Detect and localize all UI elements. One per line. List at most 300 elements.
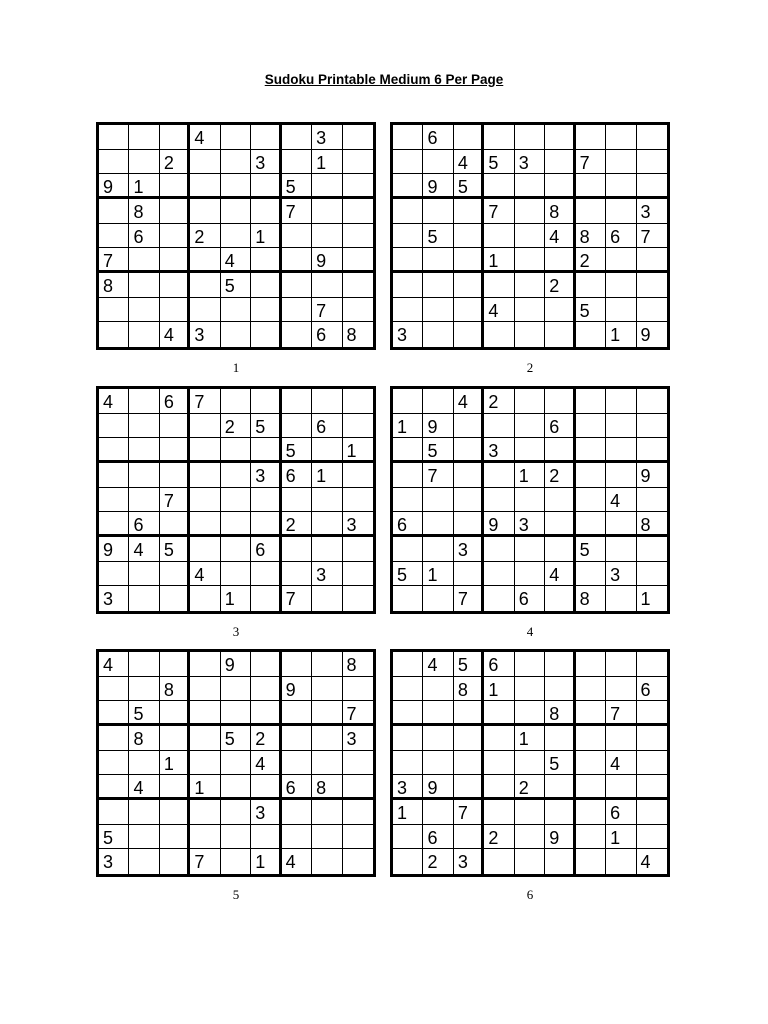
sudoku-cell: 4 bbox=[454, 389, 484, 414]
sudoku-cell bbox=[343, 414, 373, 439]
sudoku-cell: 9 bbox=[545, 825, 575, 850]
sudoku-cell bbox=[343, 389, 373, 414]
sudoku-cell bbox=[515, 701, 545, 726]
sudoku-cell bbox=[606, 273, 636, 298]
sudoku-cell: 2 bbox=[484, 389, 514, 414]
sudoku-cell bbox=[393, 248, 423, 273]
sudoku-cell: 5 bbox=[221, 273, 251, 298]
sudoku-cell bbox=[393, 586, 423, 611]
sudoku-cell bbox=[606, 726, 636, 751]
sudoku-cell bbox=[545, 298, 575, 323]
sudoku-cell: 1 bbox=[251, 224, 281, 249]
sudoku-cell: 1 bbox=[190, 775, 220, 800]
puzzle-number: 2 bbox=[526, 360, 534, 375]
sudoku-cell: 9 bbox=[282, 677, 312, 702]
sudoku-cell bbox=[343, 488, 373, 513]
sudoku-cell bbox=[312, 701, 342, 726]
sudoku-cell bbox=[99, 125, 129, 150]
sudoku-cell bbox=[160, 414, 190, 439]
sudoku-cell bbox=[515, 174, 545, 199]
sudoku-cell bbox=[129, 825, 159, 850]
sudoku-cell bbox=[99, 488, 129, 513]
sudoku-cell: 1 bbox=[312, 150, 342, 175]
sudoku-cell bbox=[515, 298, 545, 323]
sudoku-cell bbox=[251, 825, 281, 850]
sudoku-cell bbox=[282, 298, 312, 323]
sudoku-cell bbox=[282, 652, 312, 677]
sudoku-cell bbox=[99, 414, 129, 439]
sudoku-cell: 3 bbox=[637, 199, 667, 224]
sudoku-cell bbox=[343, 463, 373, 488]
sudoku-cell: 5 bbox=[99, 825, 129, 850]
sudoku-cell bbox=[606, 389, 636, 414]
sudoku-cell bbox=[129, 463, 159, 488]
sudoku-cell bbox=[576, 701, 606, 726]
sudoku-cell bbox=[221, 849, 251, 874]
sudoku-cell: 6 bbox=[423, 825, 453, 850]
sudoku-cell bbox=[545, 150, 575, 175]
sudoku-cell bbox=[545, 389, 575, 414]
sudoku-cell bbox=[423, 389, 453, 414]
sudoku-cell bbox=[515, 800, 545, 825]
sudoku-cell: 2 bbox=[576, 248, 606, 273]
sudoku-cell bbox=[221, 825, 251, 850]
sudoku-cell bbox=[190, 586, 220, 611]
sudoku-cell bbox=[251, 389, 281, 414]
sudoku-cell: 5 bbox=[251, 414, 281, 439]
sudoku-cell: 8 bbox=[346, 325, 357, 346]
sudoku-cell bbox=[637, 438, 667, 463]
sudoku-cell bbox=[343, 273, 373, 298]
sudoku-cell bbox=[637, 537, 667, 562]
sudoku-cell bbox=[576, 800, 606, 825]
sudoku-cell bbox=[190, 537, 220, 562]
sudoku-cell bbox=[454, 512, 484, 537]
sudoku-cell bbox=[221, 322, 251, 347]
sudoku-cell bbox=[343, 825, 373, 850]
sudoku-cell: 2 bbox=[221, 414, 251, 439]
sudoku-cell: 5 bbox=[454, 652, 484, 677]
sudoku-cell bbox=[515, 389, 545, 414]
sudoku-cell bbox=[160, 438, 190, 463]
page-title bbox=[0, 72, 768, 87]
sudoku-cell: 8 bbox=[160, 677, 190, 702]
sudoku-cell bbox=[160, 701, 190, 726]
sudoku-cell bbox=[545, 537, 575, 562]
sudoku-cell: 3 bbox=[99, 586, 129, 611]
sudoku-cell: 2 bbox=[423, 849, 453, 874]
sudoku-cell bbox=[484, 586, 514, 611]
sudoku-puzzle-4 bbox=[390, 386, 670, 639]
sudoku-cell bbox=[545, 438, 575, 463]
sudoku-cell bbox=[393, 652, 423, 677]
sudoku-cell bbox=[393, 298, 423, 323]
sudoku-cell: 7 bbox=[99, 248, 129, 273]
sudoku-cell bbox=[545, 322, 575, 347]
sudoku-cell bbox=[484, 751, 514, 776]
sudoku-grid bbox=[96, 122, 376, 350]
sudoku-cell: 5 bbox=[160, 537, 190, 562]
sudoku-cell: 4 bbox=[484, 298, 514, 323]
sudoku-cell bbox=[221, 150, 251, 175]
sudoku-cell bbox=[515, 825, 545, 850]
sudoku-cell: 3 bbox=[515, 512, 545, 537]
sudoku-cell bbox=[160, 174, 190, 199]
sudoku-cell bbox=[282, 322, 312, 347]
sudoku-cell: 6 bbox=[251, 537, 281, 562]
sudoku-cell bbox=[251, 322, 281, 347]
sudoku-cell bbox=[190, 414, 220, 439]
sudoku-cell bbox=[606, 537, 636, 562]
sudoku-cell bbox=[221, 125, 251, 150]
sudoku-cell bbox=[190, 273, 220, 298]
sudoku-cell bbox=[393, 389, 423, 414]
sudoku-cell bbox=[454, 414, 484, 439]
sudoku-cell bbox=[423, 677, 453, 702]
sudoku-cell bbox=[393, 125, 423, 150]
sudoku-cell bbox=[484, 775, 514, 800]
sudoku-cell bbox=[190, 800, 220, 825]
sudoku-cell bbox=[160, 125, 190, 150]
sudoku-cell bbox=[576, 174, 606, 199]
sudoku-cell bbox=[515, 677, 545, 702]
sudoku-cell bbox=[423, 199, 453, 224]
sudoku-cell bbox=[515, 849, 545, 874]
sudoku-cell bbox=[637, 825, 667, 850]
sudoku-cell: 1 bbox=[423, 562, 453, 587]
sudoku-cell: 8 bbox=[312, 775, 342, 800]
sudoku-cell bbox=[190, 438, 220, 463]
sudoku-cell bbox=[251, 438, 281, 463]
sudoku-cell: 9 bbox=[640, 325, 651, 346]
sudoku-cell bbox=[99, 800, 129, 825]
sudoku-cell bbox=[423, 701, 453, 726]
sudoku-cell: 1 bbox=[160, 751, 190, 776]
sudoku-cell: 3 bbox=[251, 150, 281, 175]
sudoku-cell bbox=[454, 438, 484, 463]
sudoku-cell bbox=[606, 438, 636, 463]
sudoku-cell bbox=[637, 775, 667, 800]
sudoku-grid bbox=[390, 122, 670, 350]
sudoku-cell: 9 bbox=[99, 174, 129, 199]
sudoku-cell: 5 bbox=[484, 150, 514, 175]
sudoku-cell bbox=[251, 562, 281, 587]
sudoku-cell bbox=[312, 512, 342, 537]
sudoku-cell bbox=[515, 248, 545, 273]
sudoku-cell: 6 bbox=[282, 775, 312, 800]
sudoku-cell bbox=[637, 751, 667, 776]
sudoku-cell bbox=[282, 248, 312, 273]
sudoku-cell bbox=[99, 751, 129, 776]
sudoku-cell bbox=[343, 537, 373, 562]
sudoku-cell bbox=[251, 677, 281, 702]
sudoku-cell bbox=[160, 248, 190, 273]
sudoku-cell bbox=[576, 322, 606, 347]
sudoku-cell bbox=[129, 248, 159, 273]
sudoku-cell bbox=[576, 562, 606, 587]
sudoku-cell bbox=[221, 438, 251, 463]
sudoku-cell bbox=[454, 463, 484, 488]
sudoku-cell bbox=[606, 298, 636, 323]
sudoku-cell bbox=[637, 298, 667, 323]
sudoku-cell: 1 bbox=[251, 849, 281, 874]
sudoku-cell: 6 bbox=[606, 800, 636, 825]
sudoku-cell bbox=[423, 248, 453, 273]
sudoku-cell bbox=[99, 775, 129, 800]
sudoku-cell bbox=[393, 677, 423, 702]
sudoku-cell: 6 bbox=[515, 586, 545, 611]
sudoku-cell: 4 bbox=[606, 751, 636, 776]
sudoku-cell bbox=[515, 488, 545, 513]
sudoku-cell bbox=[576, 751, 606, 776]
sudoku-cell bbox=[160, 298, 190, 323]
sudoku-cell bbox=[343, 298, 373, 323]
sudoku-cell: 1 bbox=[606, 322, 636, 347]
sudoku-cell bbox=[221, 512, 251, 537]
sudoku-cell bbox=[312, 586, 342, 611]
sudoku-cell bbox=[221, 751, 251, 776]
sudoku-cell bbox=[606, 150, 636, 175]
sudoku-cell: 3 bbox=[190, 322, 220, 347]
sudoku-cell bbox=[312, 199, 342, 224]
sudoku-cell bbox=[282, 751, 312, 776]
sudoku-cell bbox=[190, 150, 220, 175]
sudoku-cell bbox=[606, 512, 636, 537]
sudoku-cell bbox=[343, 677, 373, 702]
sudoku-cell bbox=[251, 652, 281, 677]
sudoku-cell bbox=[282, 800, 312, 825]
sudoku-cell bbox=[576, 199, 606, 224]
sudoku-cell bbox=[423, 322, 453, 347]
sudoku-cell bbox=[454, 488, 484, 513]
sudoku-cell bbox=[545, 775, 575, 800]
sudoku-cell bbox=[484, 414, 514, 439]
sudoku-cell bbox=[515, 562, 545, 587]
sudoku-cell bbox=[393, 438, 423, 463]
sudoku-cell bbox=[484, 174, 514, 199]
sudoku-cell bbox=[251, 488, 281, 513]
sudoku-cell bbox=[312, 389, 342, 414]
sudoku-cell bbox=[190, 652, 220, 677]
sudoku-cell bbox=[393, 488, 423, 513]
sudoku-cell bbox=[99, 562, 129, 587]
sudoku-cell: 4 bbox=[454, 150, 484, 175]
sudoku-cell bbox=[393, 273, 423, 298]
sudoku-cell: 3 bbox=[393, 775, 423, 800]
sudoku-cell bbox=[393, 726, 423, 751]
sudoku-cell bbox=[545, 652, 575, 677]
sudoku-cell bbox=[576, 677, 606, 702]
sudoku-cell: 7 bbox=[160, 488, 190, 513]
sudoku-cell bbox=[251, 775, 281, 800]
sudoku-cell bbox=[160, 199, 190, 224]
sudoku-cell bbox=[606, 199, 636, 224]
sudoku-cell bbox=[393, 224, 423, 249]
sudoku-cell bbox=[99, 438, 129, 463]
sudoku-cell bbox=[99, 726, 129, 751]
sudoku-cell: 6 bbox=[484, 652, 514, 677]
sudoku-cell bbox=[576, 512, 606, 537]
page-title-text: Sudoku Printable Medium 6 Per Page bbox=[264, 72, 504, 87]
sudoku-cell: 2 bbox=[282, 512, 312, 537]
sudoku-cell bbox=[637, 800, 667, 825]
sudoku-cell: 1 bbox=[393, 414, 423, 439]
sudoku-cell: 6 bbox=[312, 414, 342, 439]
sudoku-cell bbox=[484, 488, 514, 513]
sudoku-cell: 5 bbox=[454, 174, 484, 199]
sudoku-cell bbox=[484, 726, 514, 751]
sudoku-cell bbox=[423, 512, 453, 537]
sudoku-cell bbox=[312, 438, 342, 463]
sudoku-cell bbox=[545, 174, 575, 199]
sudoku-cell: 3 bbox=[515, 150, 545, 175]
sudoku-cell bbox=[515, 322, 545, 347]
sudoku-grid bbox=[96, 649, 376, 877]
sudoku-cell: 2 bbox=[484, 825, 514, 850]
sudoku-cell bbox=[484, 273, 514, 298]
sudoku-cell: 4 bbox=[282, 849, 312, 874]
sudoku-cell bbox=[190, 199, 220, 224]
puzzle-number: 5 bbox=[232, 887, 240, 902]
sudoku-cell bbox=[454, 751, 484, 776]
sudoku-cell bbox=[221, 389, 251, 414]
sudoku-cell: 1 bbox=[343, 438, 373, 463]
sudoku-cell bbox=[190, 512, 220, 537]
sudoku-cell: 3 bbox=[484, 438, 514, 463]
sudoku-cell: 5 bbox=[129, 701, 159, 726]
sudoku-cell bbox=[343, 125, 373, 150]
sudoku-cell bbox=[454, 224, 484, 249]
sudoku-cell bbox=[282, 537, 312, 562]
sudoku-cell bbox=[545, 726, 575, 751]
sudoku-cell bbox=[129, 322, 159, 347]
puzzle-number: 4 bbox=[526, 624, 534, 639]
sudoku-cell bbox=[129, 488, 159, 513]
sudoku-cell: 6 bbox=[545, 414, 575, 439]
sudoku-cell: 7 bbox=[190, 849, 220, 874]
sudoku-cell bbox=[576, 273, 606, 298]
sudoku-cell bbox=[423, 150, 453, 175]
sudoku-cell bbox=[190, 726, 220, 751]
sudoku-cell: 2 bbox=[515, 775, 545, 800]
sudoku-cell bbox=[129, 438, 159, 463]
sudoku-cell: 7 bbox=[484, 199, 514, 224]
sudoku-cell bbox=[251, 586, 281, 611]
sudoku-cell bbox=[190, 174, 220, 199]
sudoku-cell bbox=[129, 652, 159, 677]
sudoku-cell bbox=[423, 586, 453, 611]
sudoku-cell: 7 bbox=[312, 298, 342, 323]
sudoku-cell bbox=[454, 125, 484, 150]
sudoku-cell bbox=[606, 775, 636, 800]
sudoku-cell bbox=[129, 751, 159, 776]
sudoku-cell bbox=[393, 825, 423, 850]
sudoku-cell: 9 bbox=[99, 537, 129, 562]
sudoku-cell bbox=[393, 751, 423, 776]
sudoku-cell: 1 bbox=[640, 589, 651, 610]
sudoku-cell bbox=[160, 586, 190, 611]
sudoku-cell: 3 bbox=[343, 726, 373, 751]
sudoku-cell: 5 bbox=[576, 537, 606, 562]
sudoku-cell bbox=[99, 199, 129, 224]
sudoku-cell: 1 bbox=[129, 174, 159, 199]
sudoku-cell bbox=[606, 125, 636, 150]
sudoku-cell bbox=[606, 586, 636, 611]
sudoku-cell: 8 bbox=[343, 652, 373, 677]
sudoku-cell: 1 bbox=[484, 677, 514, 702]
sudoku-cell bbox=[484, 537, 514, 562]
sudoku-cell bbox=[606, 652, 636, 677]
sudoku-cell: 7 bbox=[576, 150, 606, 175]
sudoku-cell bbox=[484, 800, 514, 825]
sudoku-cell: 9 bbox=[423, 174, 453, 199]
sudoku-cell bbox=[637, 389, 667, 414]
sudoku-cell bbox=[312, 825, 342, 850]
sudoku-cell: 4 bbox=[190, 125, 220, 150]
sudoku-cell bbox=[545, 512, 575, 537]
sudoku-cell bbox=[393, 849, 423, 874]
sudoku-cell bbox=[312, 849, 342, 874]
sudoku-cell bbox=[454, 775, 484, 800]
sudoku-puzzle-3 bbox=[96, 386, 376, 639]
sudoku-cell bbox=[160, 775, 190, 800]
sudoku-cell bbox=[190, 248, 220, 273]
sudoku-cell bbox=[454, 726, 484, 751]
sudoku-cell bbox=[637, 125, 667, 150]
sudoku-cell bbox=[637, 726, 667, 751]
sudoku-puzzle-2 bbox=[390, 122, 670, 375]
sudoku-cell: 7 bbox=[190, 389, 220, 414]
sudoku-cell bbox=[515, 273, 545, 298]
sudoku-cell bbox=[576, 463, 606, 488]
sudoku-puzzle-1 bbox=[96, 122, 376, 375]
sudoku-cell bbox=[160, 512, 190, 537]
sudoku-cell bbox=[343, 775, 373, 800]
sudoku-cell bbox=[454, 273, 484, 298]
sudoku-cell bbox=[423, 273, 453, 298]
sudoku-cell bbox=[343, 224, 373, 249]
sudoku-cell: 9 bbox=[423, 775, 453, 800]
sudoku-cell bbox=[606, 849, 636, 874]
sudoku-cell bbox=[190, 298, 220, 323]
sudoku-grid bbox=[390, 386, 670, 614]
sudoku-cell bbox=[606, 414, 636, 439]
sudoku-cell: 5 bbox=[545, 751, 575, 776]
sudoku-cell: 3 bbox=[343, 512, 373, 537]
sudoku-cell bbox=[312, 800, 342, 825]
sudoku-cell: 2 bbox=[190, 224, 220, 249]
sudoku-cell bbox=[393, 174, 423, 199]
sudoku-cell bbox=[160, 652, 190, 677]
sudoku-cell bbox=[312, 537, 342, 562]
sudoku-cell bbox=[221, 199, 251, 224]
sudoku-cell: 4 bbox=[545, 224, 575, 249]
sudoku-cell bbox=[282, 825, 312, 850]
sudoku-cell: 7 bbox=[423, 463, 453, 488]
sudoku-cell: 8 bbox=[454, 677, 484, 702]
sudoku-cell: 9 bbox=[312, 248, 342, 273]
sudoku-cell bbox=[282, 273, 312, 298]
sudoku-cell: 4 bbox=[221, 248, 251, 273]
sudoku-cell bbox=[190, 701, 220, 726]
sudoku-cell bbox=[221, 800, 251, 825]
sudoku-cell bbox=[99, 224, 129, 249]
sudoku-cell bbox=[251, 298, 281, 323]
sudoku-cell bbox=[454, 199, 484, 224]
sudoku-cell: 8 bbox=[637, 512, 667, 537]
sudoku-cell bbox=[545, 248, 575, 273]
sudoku-cell: 3 bbox=[251, 463, 281, 488]
